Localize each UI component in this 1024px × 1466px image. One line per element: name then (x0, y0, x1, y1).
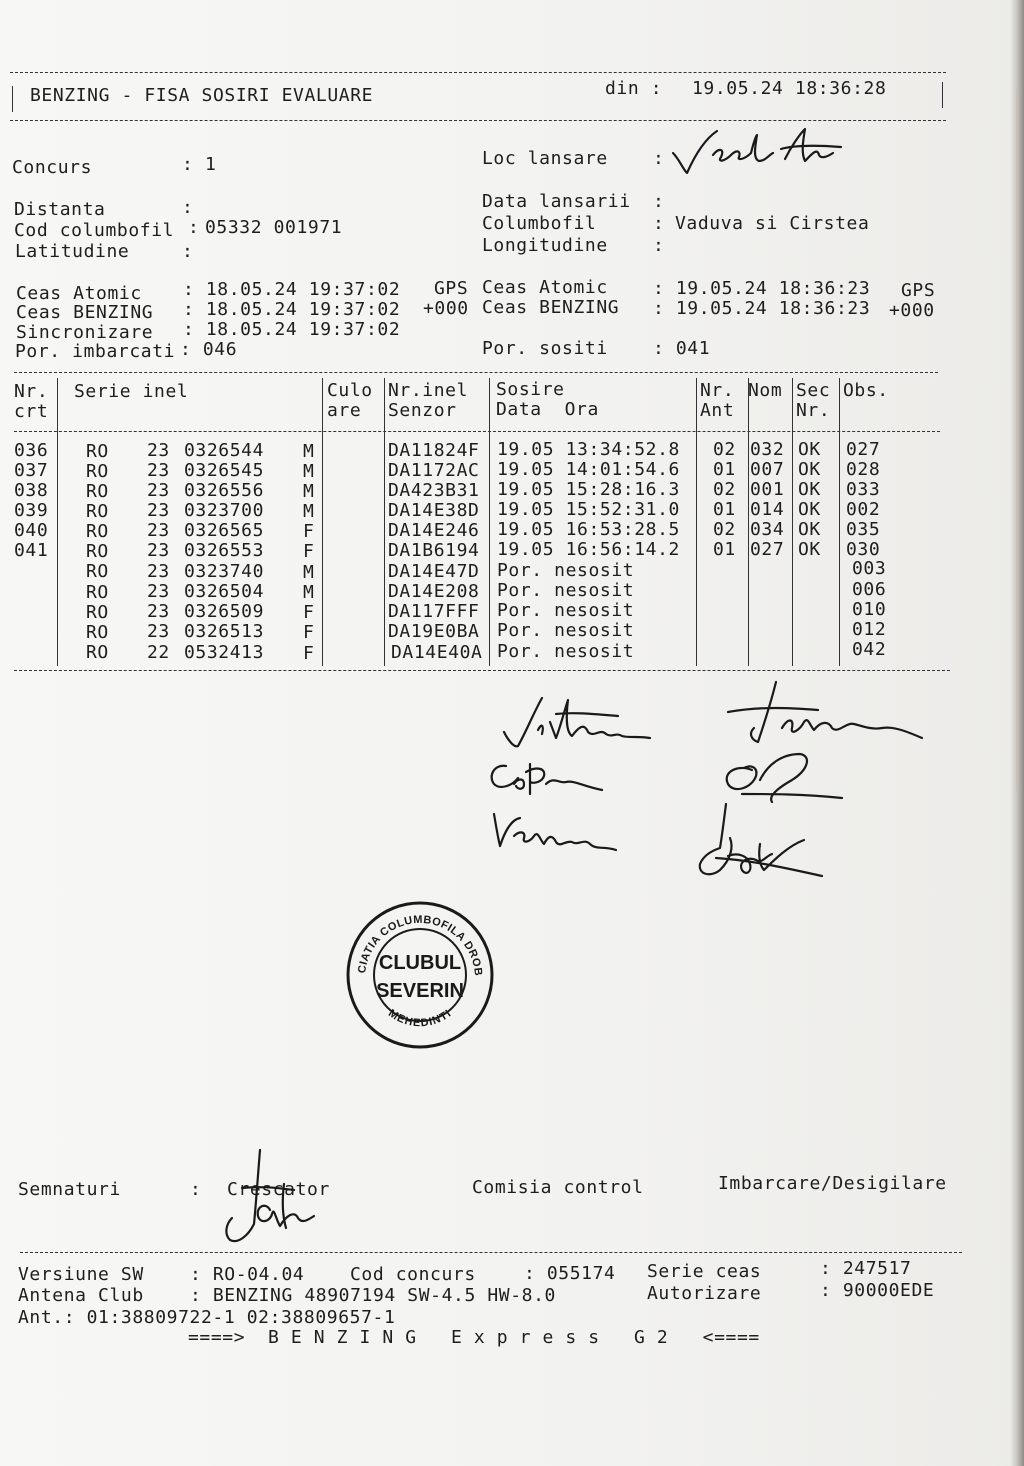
row-arrival: Por. nesosit (497, 620, 635, 641)
comisia-control-label: Comisia control (472, 1177, 644, 1198)
sincronizare-label: Sincronizare (16, 322, 154, 343)
row-sex: M (303, 501, 315, 522)
th-data-ora: Data Ora (496, 399, 599, 420)
latitudine-sep: : (182, 241, 194, 262)
row-nom: 014 (750, 499, 785, 520)
semnaturi-sep: : (190, 1179, 202, 1200)
row-arrival: Por. nesosit (497, 560, 635, 581)
row-obs: 042 (852, 639, 887, 660)
row-sec: OK (798, 499, 821, 520)
antena-club-value: : BENZING 48907194 SW-4.5 HW-8.0 (190, 1285, 556, 1306)
row-sensor: DA14E38D (388, 500, 480, 521)
ceas-benzing-left-value: : 18.05.24 19:37:02 (183, 299, 401, 320)
row-country: RO (86, 642, 109, 663)
row-sec: OK (798, 459, 821, 480)
stamp-ring-top-text: CIATIA COLUMBOFILA DROB (356, 913, 485, 977)
ceas-benzing-right-label: Ceas BENZING (482, 297, 620, 318)
concurs-sep: : (182, 154, 194, 175)
row-country: RO (86, 501, 109, 522)
antena-club-label: Antena Club (18, 1285, 144, 1306)
header-left-border (12, 86, 13, 112)
col-divider-8 (839, 378, 840, 666)
ceas-benzing-right-extra: +000 (889, 300, 935, 321)
stamp-rings (345, 900, 495, 1050)
loc-lansare-sep: : (653, 148, 665, 169)
row-ant: 01 (713, 499, 736, 520)
row-sex: F (303, 622, 315, 643)
th-obs: Obs. (843, 380, 889, 401)
table-bottom-rule (14, 670, 950, 671)
row-ring: 0532413 (184, 642, 265, 663)
data-lansarii-sep: : (653, 191, 665, 212)
columbofil-sep: : (653, 213, 665, 234)
ceas-atomic-left-label: Ceas Atomic (16, 283, 142, 304)
row-sec: OK (798, 439, 821, 460)
col-divider-5 (696, 378, 697, 666)
row-sensor: DA14E47D (388, 561, 480, 582)
row-sex: F (303, 541, 315, 562)
row-year: 23 (147, 621, 170, 642)
autorizare-value: : 90000EDE (820, 1280, 935, 1301)
row-ant: 01 (713, 539, 736, 560)
th-nom: Nom (748, 380, 783, 401)
row-arrival: Por. nesosit (497, 580, 635, 601)
row-sensor: DA14E208 (388, 581, 480, 602)
row-sec: OK (798, 519, 821, 540)
ceas-benzing-left-extra: +000 (423, 298, 469, 319)
row-obs: 035 (846, 519, 881, 540)
col-divider-2 (322, 378, 323, 666)
col-divider-3 (384, 378, 385, 666)
th-sec-nr: Nr. (796, 400, 831, 421)
row-ring: 0326544 (184, 440, 265, 461)
crescator-label: Crescator (227, 1179, 330, 1200)
row-crt: 039 (14, 500, 49, 521)
row-crt: 037 (14, 460, 49, 481)
row-sex: F (303, 521, 315, 542)
row-ring: 0326509 (184, 601, 265, 622)
row-country: RO (86, 441, 109, 462)
table-top-rule (14, 372, 938, 373)
row-ring: 0326556 (184, 480, 265, 501)
stamp-ring-bottom-text: MEHEDINTI (386, 1007, 455, 1030)
row-sex: M (303, 441, 315, 462)
sincronizare-value: : 18.05.24 19:37:02 (183, 319, 401, 340)
benzing-express-banner: ====> B E N Z I N G E x p r e s s G 2 <==== (188, 1327, 760, 1348)
row-sensor: DA1172AC (388, 460, 480, 481)
row-ring: 0326565 (184, 520, 265, 541)
row-sex: F (303, 602, 315, 623)
row-sensor: DA14E40A (391, 642, 483, 663)
por-sositi-value: : 041 (653, 338, 711, 359)
row-nom: 007 (750, 459, 785, 480)
row-crt: 038 (14, 480, 49, 501)
row-country: RO (86, 582, 109, 603)
th-nr-ant: Nr. (700, 380, 735, 401)
row-sex: M (303, 582, 315, 603)
ceas-atomic-right-extra: GPS (901, 280, 936, 301)
svg-text:MEHEDINTI (386, 1007, 454, 1029)
col-divider-1 (57, 378, 58, 666)
row-obs: 033 (846, 479, 881, 500)
por-imbarcati-value: : 046 (180, 339, 238, 360)
row-ring: 0326553 (184, 540, 265, 561)
row-sensor: DA14E246 (388, 520, 480, 541)
distanta-sep: : (182, 197, 194, 218)
loc-lansare-handwritten-signature (665, 125, 850, 180)
th-nr-inel: Nr.inel (388, 380, 469, 401)
row-country: RO (86, 461, 109, 482)
th-senzor: Senzor (388, 400, 457, 421)
row-sensor: DA11824F (388, 440, 480, 461)
row-ant: 02 (713, 439, 736, 460)
row-arrival: 19.05 16:53:28.5 (497, 519, 680, 540)
commission-signature-1 (498, 692, 658, 754)
row-ant: 01 (713, 459, 736, 480)
row-nom: 032 (750, 439, 785, 460)
row-obs: 012 (852, 619, 887, 640)
th-sosire: Sosire (496, 379, 565, 400)
row-obs: 028 (846, 459, 881, 480)
row-sensor: DA1B6194 (388, 540, 480, 561)
cod-columbofil-sep: : (188, 217, 200, 238)
concurs-value: 1 (205, 154, 217, 175)
crescator-handwritten-signature (214, 1144, 324, 1254)
commission-signature-3 (488, 806, 623, 858)
row-year: 23 (147, 540, 170, 561)
page-edge-shadow (1010, 0, 1024, 1466)
col-divider-7 (792, 378, 793, 666)
commission-signature-4 (722, 678, 927, 748)
ceas-atomic-right-label: Ceas Atomic (482, 277, 608, 298)
row-ring: 0323740 (184, 561, 265, 582)
row-obs: 030 (846, 539, 881, 560)
row-year: 23 (147, 601, 170, 622)
row-nom: 027 (750, 539, 785, 560)
row-ring: 0323700 (184, 500, 265, 521)
row-year: 23 (147, 581, 170, 602)
cod-columbofil-value: 05332 001971 (205, 217, 343, 238)
report-date-value: 19.05.24 18:36:28 (692, 78, 887, 99)
por-sositi-label: Por. sositi (482, 338, 608, 359)
row-year: 23 (147, 460, 170, 481)
row-crt: 036 (14, 440, 49, 461)
report-title: BENZING - FISA SOSIRI EVALUARE (30, 85, 374, 106)
stamp-line-clubul: CLUBUL (378, 952, 462, 974)
row-year: 23 (147, 500, 170, 521)
columbofil-label: Columbofil (482, 213, 597, 234)
row-arrival: 19.05 16:56:14.2 (497, 539, 680, 560)
columbofil-value: Vaduva si Cirstea (675, 213, 870, 234)
row-sex: M (303, 562, 315, 583)
row-arrival: 19.05 15:28:16.3 (497, 479, 680, 500)
row-sensor: DA19E0BA (388, 621, 480, 642)
report-date-label: din : (605, 78, 663, 99)
data-lansarii-label: Data lansarii (482, 191, 631, 212)
row-ant: 02 (713, 519, 736, 540)
serie-ceas-value: : 247517 (820, 1258, 912, 1279)
row-country: RO (86, 541, 109, 562)
row-country: RO (86, 622, 109, 643)
header-right-border (942, 82, 943, 108)
row-crt: 041 (14, 540, 49, 561)
cod-concurs-label: Cod concurs (350, 1264, 476, 1285)
row-obs: 003 (852, 558, 887, 579)
row-arrival: Por. nesosit (497, 641, 635, 662)
header-bottom-rule (10, 120, 946, 121)
longitudine-sep: : (653, 235, 665, 256)
ceas-atomic-right-value: : 19.05.24 18:36:23 (653, 278, 871, 299)
table-header-rule (14, 431, 940, 432)
col-divider-6 (748, 378, 749, 666)
row-arrival: 19.05 14:01:54.6 (497, 459, 680, 480)
ceas-benzing-left-label: Ceas BENZING (16, 302, 154, 323)
row-sex: M (303, 461, 315, 482)
versiune-sw-value: : RO-04.04 (190, 1264, 305, 1285)
ceas-atomic-left-value: : 18.05.24 19:37:02 (183, 279, 401, 300)
th-serie-inel: Serie inel (74, 381, 189, 402)
commission-signature-6 (690, 800, 830, 882)
th-nr: Nr. (14, 381, 49, 402)
cod-concurs-value: : 055174 (524, 1263, 616, 1284)
row-obs: 006 (852, 579, 887, 600)
cod-columbofil-label: Cod columbofil (14, 220, 175, 241)
th-sec: Sec (796, 380, 831, 401)
row-ring: 0326513 (184, 621, 265, 642)
row-sec: OK (798, 539, 821, 560)
th-ant: Ant (700, 400, 735, 421)
longitudine-label: Longitudine (482, 235, 608, 256)
row-nom: 034 (750, 519, 785, 540)
ceas-atomic-left-extra: GPS (434, 278, 469, 299)
th-crt: crt (14, 401, 49, 422)
row-year: 22 (147, 642, 170, 663)
row-arrival: 19.05 13:34:52.8 (497, 439, 680, 460)
club-stamp (345, 900, 495, 1050)
latitudine-label: Latitudine (15, 241, 130, 262)
loc-lansare-label: Loc lansare (482, 148, 608, 169)
row-year: 23 (147, 440, 170, 461)
antenna-ids: Ant.: 01:38809722-1 02:38809657-1 (18, 1307, 396, 1328)
concurs-label: Concurs (12, 157, 93, 178)
por-imbarcati-label: Por. imbarcati (15, 341, 176, 362)
row-year: 23 (147, 520, 170, 541)
footer-rule (20, 1252, 962, 1253)
th-culo: Culo (327, 380, 373, 401)
row-year: 23 (147, 480, 170, 501)
autorizare-label: Autorizare (647, 1283, 762, 1304)
ceas-benzing-right-value: : 19.05.24 18:36:23 (653, 298, 871, 319)
serie-ceas-label: Serie ceas (647, 1261, 762, 1282)
row-arrival: 19.05 15:52:31.0 (497, 499, 680, 520)
row-country: RO (86, 481, 109, 502)
row-sex: M (303, 481, 315, 502)
row-obs: 010 (852, 599, 887, 620)
stamp-line-severin: SEVERIN (376, 980, 464, 1002)
row-year: 23 (147, 561, 170, 582)
row-obs: 027 (846, 439, 881, 460)
row-sex: F (303, 643, 315, 664)
imbarcare-desigilare-label: Imbarcare/Desigilare (718, 1173, 947, 1194)
row-obs: 002 (846, 499, 881, 520)
commission-signature-2 (484, 756, 609, 800)
semnaturi-label: Semnaturi (18, 1179, 121, 1200)
row-sensor: DA423B31 (388, 480, 480, 501)
row-country: RO (86, 521, 109, 542)
row-nom: 001 (750, 479, 785, 500)
row-ring: 0326545 (184, 460, 265, 481)
header-top-rule (10, 72, 946, 73)
col-divider-4 (489, 378, 490, 666)
th-are: are (327, 400, 362, 421)
versiune-sw-label: Versiune SW (18, 1264, 144, 1285)
row-country: RO (86, 602, 109, 623)
row-crt: 040 (14, 520, 49, 541)
row-ant: 02 (713, 479, 736, 500)
row-ring: 0326504 (184, 581, 265, 602)
distanta-label: Distanta (14, 199, 106, 220)
row-country: RO (86, 561, 109, 582)
row-arrival: Por. nesosit (497, 600, 635, 621)
row-sec: OK (798, 479, 821, 500)
row-sensor: DA117FFF (388, 601, 480, 622)
